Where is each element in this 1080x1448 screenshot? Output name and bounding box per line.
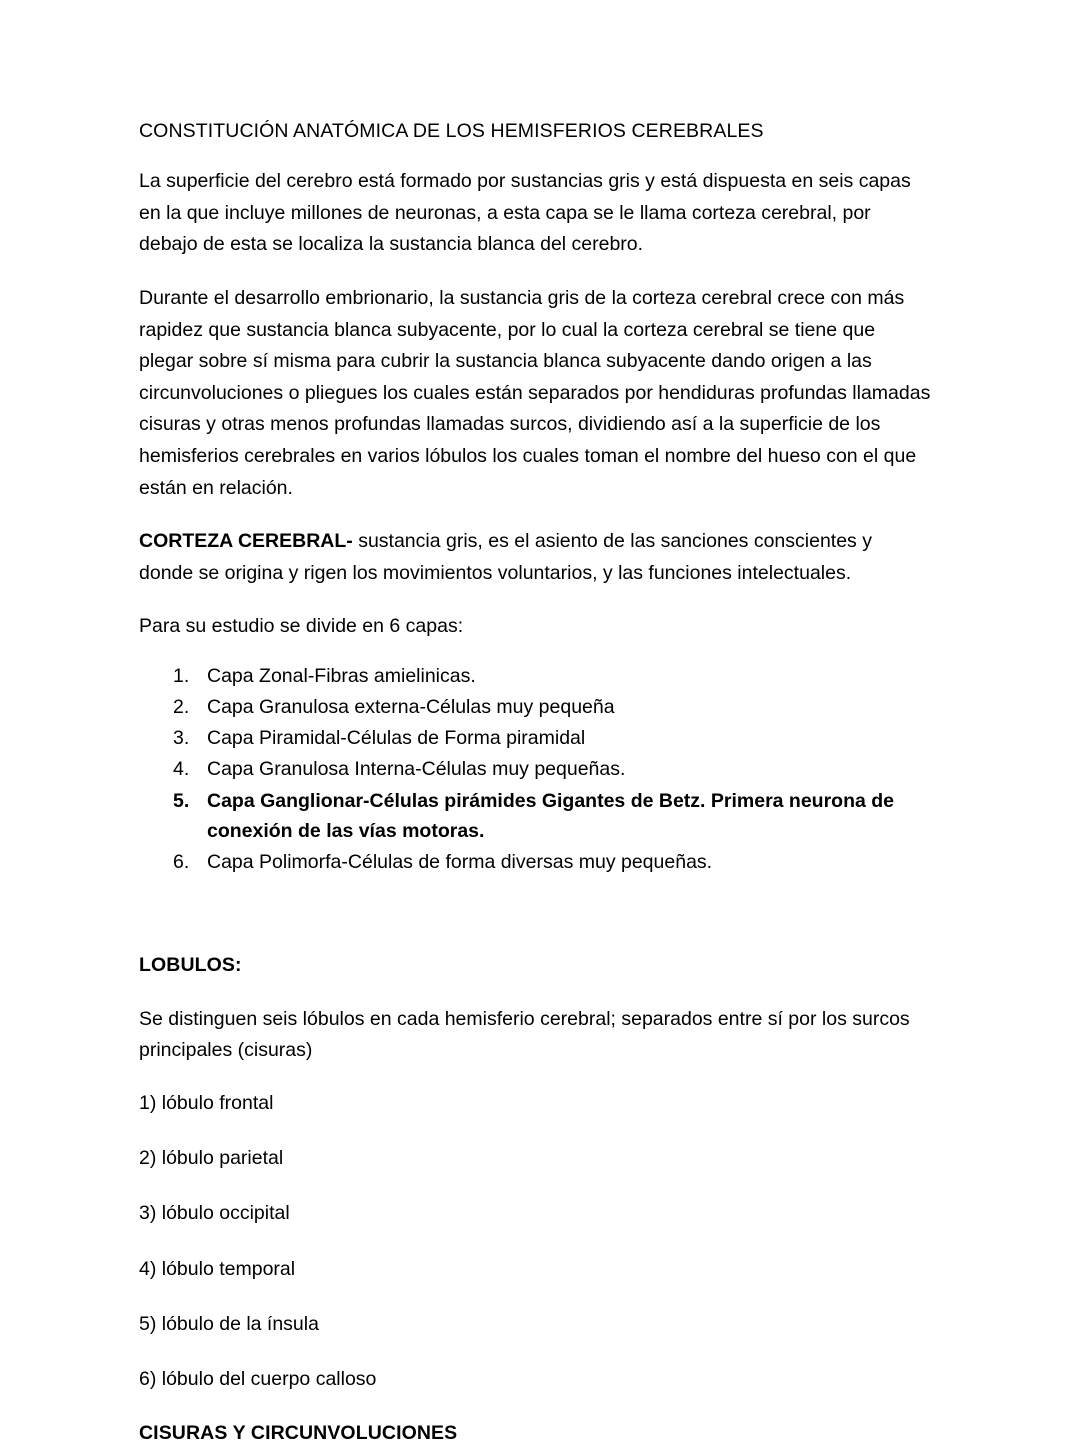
list-item: 3) lóbulo occipital (139, 1202, 290, 1225)
lobulos-heading: LOBULOS: (139, 954, 242, 977)
corteza-cerebral-label: CORTEZA CEREBRAL- (139, 530, 353, 553)
paragraph-corteza-cerebral (139, 526, 931, 589)
list-item: 2) lóbulo parietal (139, 1147, 284, 1170)
list-item: 4) lóbulo temporal (139, 1257, 296, 1280)
list-item: Capa Ganglionar-Células pirámides Gigantes de Betz. Primera neurona de conexión de las vías motoras. (207, 789, 895, 842)
list-item: 6) lóbulo del cuerpo calloso (139, 1368, 377, 1391)
paragraph-capas-intro: Para su estudio se divide en 6 capas: (139, 615, 464, 638)
paragraph-lobulos-intro: Se distinguen seis lóbulos en cada hemisferio cerebral; separados entre sí por los surcos principales (cisuras) (139, 1007, 910, 1062)
page-title: CONSTITUCIÓN ANATÓMICA DE LOS HEMISFERIOS CEREBRALES (139, 120, 764, 142)
list-item: 1) lóbulo frontal (139, 1091, 274, 1114)
list-item: Capa Piramidal-Células de Forma piramidal (207, 727, 586, 750)
list-item: Capa Polimorfa-Células de forma diversas muy pequeñas. (207, 851, 713, 874)
paragraph-desarrollo: Durante el desarrollo embrionario, la sustancia gris de la corteza cerebral crece con más rapidez que sustancia blanca subyacente, por lo cual la corteza cerebral se tiene que plegar sobre sí misma para cubrir la sustancia blanca subyacente dando origen a las circunvoluciones o pliegues los cuales están separados por hendiduras profundas llamadas cisuras y otras menos profundas llamadas surcos, dividiendo así a la superficie de los hemisferios cerebrales en varios lóbulos los cuales toman el nombre del hueso con el que están en relación. (139, 287, 931, 499)
cisuras-heading: CISURAS Y CIRCUNVOLUCIONES (139, 1422, 458, 1445)
list-item: 5) lóbulo de la ínsula (139, 1312, 319, 1335)
capas-list (139, 661, 931, 878)
document-content (139, 118, 931, 1448)
list-item: Capa Granulosa externa-Células muy pequeña (207, 696, 615, 719)
corteza-cerebral-body: sustancia gris, es el asiento de las sanciones conscientes y donde se origina y rigen los movimientos voluntarios, y las funciones intelectuales. (139, 530, 872, 584)
paragraph-intro: La superficie del cerebro está formado por sustancias gris y está dispuesta en seis capas en la que incluye millones de neuronas, a esta capa se le llama corteza cerebral, por debajo de esta se localiza la sustancia blanca del cerebro. (139, 170, 911, 256)
section-spacer (139, 878, 931, 952)
list-item: Capa Granulosa Interna-Células muy pequeñas. (207, 758, 626, 781)
list-item: Capa Zonal-Fibras amielinicas. (207, 664, 476, 687)
